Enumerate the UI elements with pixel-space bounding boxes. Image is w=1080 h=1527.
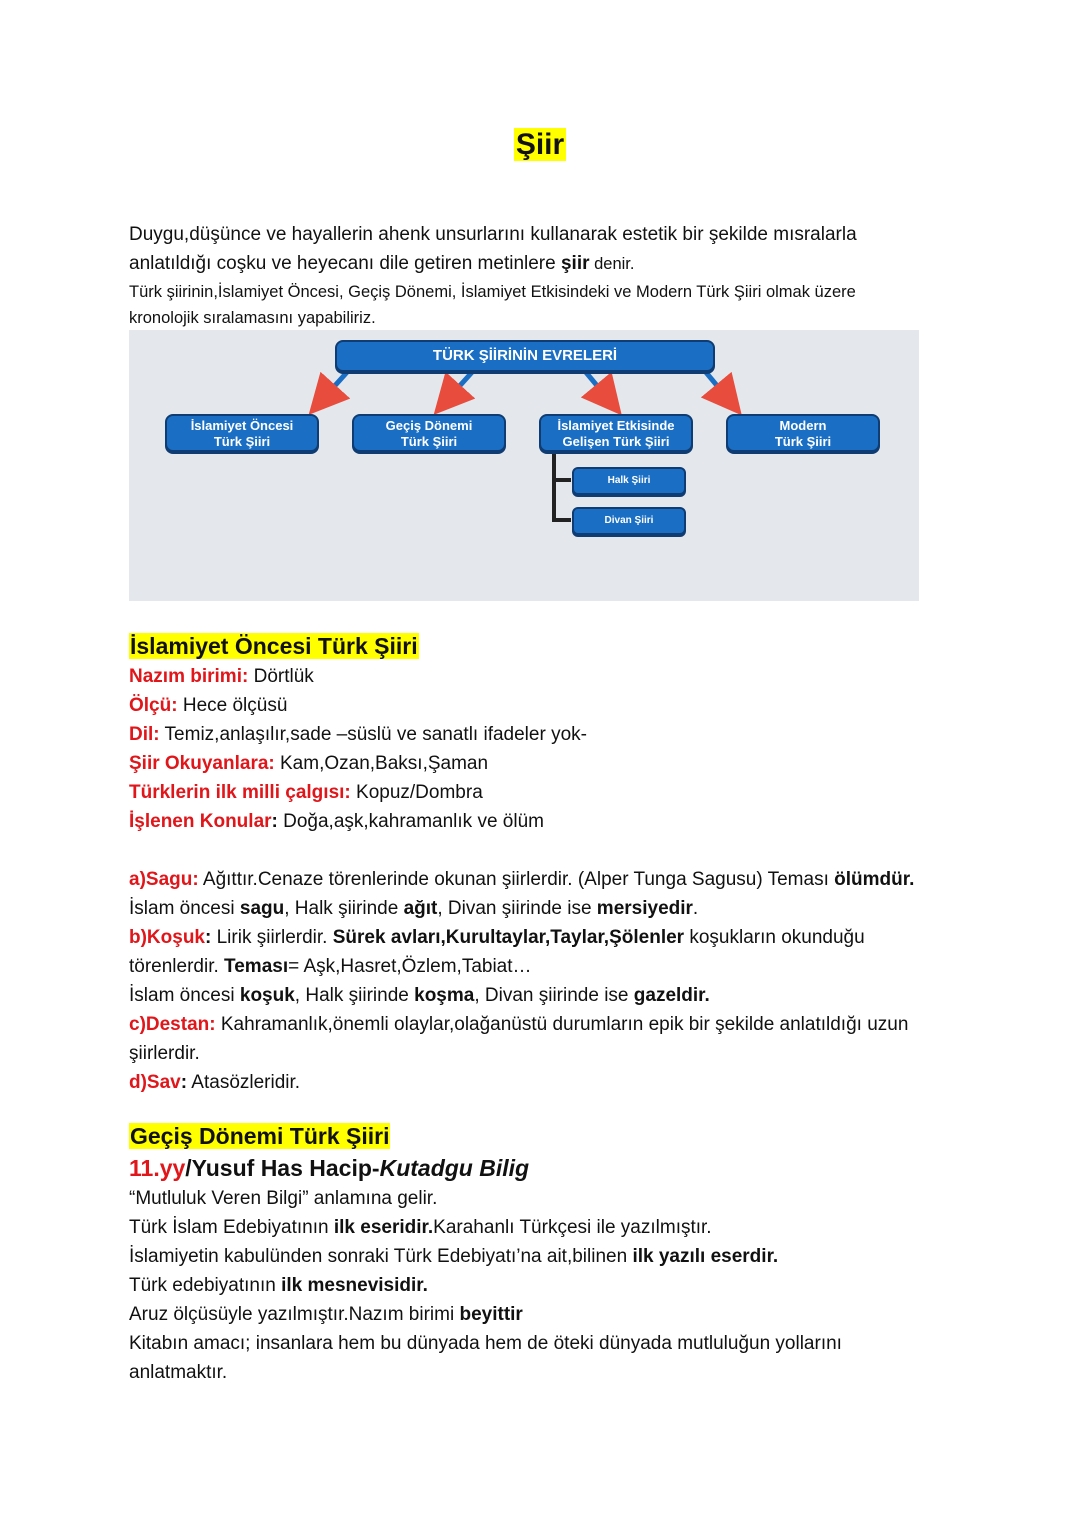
- page-title-text: Şiir: [515, 128, 565, 161]
- intro-text: anlatıldığı coşku ve heyecanı dile getiren metinlere: [129, 253, 561, 274]
- desc-text: Karahanlı Türkçesi ile yazılmıştır.: [433, 1217, 712, 1238]
- desc-bold: beyittir: [459, 1304, 523, 1325]
- box-gecis-donemi: [352, 414, 506, 452]
- work-description: [129, 1184, 959, 1387]
- box-line: Gelişen Türk Şiiri: [562, 434, 670, 449]
- section-heading: [129, 1120, 959, 1152]
- desc-bold: ilk yazılı eserdir.: [632, 1246, 779, 1267]
- desc-text: Türk İslam Edebiyatının: [129, 1217, 334, 1238]
- type-text: , Halk şiirinde: [284, 898, 404, 919]
- sagu-line-1: [129, 865, 959, 894]
- arrow-3: [584, 370, 609, 400]
- property-value: Doğa,aşk,kahramanlık ve ölüm: [277, 811, 544, 832]
- intro-line-3: Türk şiirinin,İslamiyet Öncesi, Geçiş Dönemi, İslamiyet Etkisindeki ve Modern Türk Şiiri olmak üzere: [129, 283, 856, 301]
- properties-list: [129, 662, 959, 836]
- section-gecis-donemi: [129, 1120, 959, 1387]
- type-bold: ağıt: [403, 898, 438, 919]
- diagram-title-box: TÜRK ŞİİRİNİN EVRELERİ: [335, 340, 715, 372]
- type-text: .: [692, 898, 699, 919]
- property-value: Kam,Ozan,Baksı,Şaman: [274, 753, 489, 774]
- property-row: [129, 778, 959, 807]
- type-label: c)Destan:: [129, 1014, 216, 1035]
- desc-line-5: [129, 1300, 959, 1329]
- box-islamiyet-etkisinde: [539, 414, 693, 452]
- desc-text: İslamiyetin kabulünden sonraki Türk Edebiyatı’na ait,bilinen: [129, 1246, 633, 1267]
- section-heading-text: İslamiyet Öncesi Türk Şiiri: [130, 633, 418, 659]
- box-halk-siiri: Halk Şiiri: [572, 467, 686, 495]
- box-line: Türk Şiiri: [774, 434, 832, 449]
- intro-bold: şiir: [560, 253, 590, 274]
- author-label: /Yusuf Has Hacip-: [185, 1155, 380, 1181]
- work-title: Kutadgu Bilig: [379, 1155, 530, 1181]
- page-title: [0, 128, 1080, 162]
- type-label: d)Sav: [129, 1072, 181, 1093]
- work-heading: [129, 1152, 959, 1184]
- box-line: Geçiş Dönemi: [385, 418, 473, 433]
- property-value: Temiz,anlaşılır,sade –süslü ve sanatlı ifadeler yok-: [159, 724, 587, 745]
- type-label: a)Sagu:: [129, 869, 199, 890]
- intro-line-2: [129, 249, 959, 279]
- box-modern: [726, 414, 880, 452]
- desc-line-6: Kitabın amacı; insanlara hem bu dünyada hem de öteki dünyada mutluluğun yollarını: [129, 1333, 842, 1354]
- intro-paragraph: [129, 220, 959, 331]
- type-text: törenlerdir.: [129, 956, 225, 977]
- type-bold: koşma: [414, 985, 475, 1006]
- type-text: , Divan şiirinde ise: [474, 985, 634, 1006]
- property-row: [129, 807, 959, 836]
- box-line: Modern: [779, 418, 827, 433]
- type-text: Kahramanlık,önemli olaylar,olağanüstü durumların epik bir şekilde anlatıldığı uzun: [215, 1014, 909, 1035]
- intro-line-4: kronolojik sıralamasını yapabiliriz.: [129, 309, 376, 327]
- kosuk-line-3: [129, 981, 959, 1010]
- arrow-1: [322, 370, 349, 400]
- type-colon: :: [180, 1072, 188, 1093]
- property-row: [129, 720, 959, 749]
- branch-line: [554, 452, 571, 520]
- type-colon: :: [205, 927, 212, 948]
- century-label: 11.yy: [129, 1155, 186, 1181]
- type-text: Ağıttır.Cenaze törenlerinde okunan şiirlerdir. (Alper Tunga Sagusu) Teması: [198, 869, 835, 890]
- destan-line-1: [129, 1010, 959, 1039]
- destan-line-2: şiirlerdir.: [129, 1043, 200, 1064]
- property-value: Kopuz/Dombra: [350, 782, 483, 803]
- box-islamiyet-oncesi: [165, 414, 319, 452]
- section-heading-text: Geçiş Dönemi Türk Şiiri: [130, 1123, 390, 1149]
- type-bold: koşuk: [239, 985, 295, 1006]
- intro-text: denir.: [589, 255, 635, 273]
- desc-line-3: [129, 1242, 959, 1271]
- property-value: Hece ölçüsü: [177, 695, 288, 716]
- box-line: İslamiyet Etkisinde: [557, 418, 675, 433]
- property-row: [129, 691, 959, 720]
- property-row: [129, 662, 959, 691]
- property-colon: :: [271, 811, 278, 832]
- type-text: = Aşk,Hasret,Özlem,Tabiat…: [288, 956, 532, 977]
- type-text: Atasözleridir.: [187, 1072, 301, 1093]
- type-bold: mersiyedir: [596, 898, 693, 919]
- desc-line-1: “Mutluluk Veren Bilgi” anlamına gelir.: [129, 1188, 438, 1209]
- type-bold: gazeldir.: [633, 985, 710, 1006]
- sav-line: [129, 1068, 959, 1097]
- box-divan-siiri: Divan Şiiri: [572, 507, 686, 535]
- property-label: İşlenen Konular: [129, 811, 272, 832]
- type-text: İslam öncesi: [129, 898, 240, 919]
- box-line: Türk Şiiri: [213, 434, 271, 449]
- section-islamiyet-oncesi: [129, 630, 959, 1097]
- property-row: [129, 749, 959, 778]
- type-bold: sagu: [239, 898, 285, 919]
- property-label: Şiir Okuyanlara:: [129, 753, 275, 774]
- arrow-2: [447, 370, 474, 400]
- type-bold: Teması: [224, 956, 289, 977]
- types-list: [129, 865, 959, 1097]
- desc-bold: ilk eseridir.: [333, 1217, 434, 1238]
- type-text: , Divan şiirinde ise: [437, 898, 597, 919]
- property-label: Ölçü:: [129, 695, 178, 716]
- type-label: b)Koşuk: [129, 927, 205, 948]
- property-label: Dil:: [129, 724, 160, 745]
- box-line: İslamiyet Öncesi: [190, 418, 294, 433]
- property-label: Nazım birimi:: [129, 666, 249, 687]
- desc-text: Aruz ölçüsüyle yazılmıştır.Nazım birimi: [129, 1304, 460, 1325]
- desc-text: Türk edebiyatının: [129, 1275, 282, 1296]
- phases-diagram: [129, 330, 919, 601]
- box-line: Türk Şiiri: [400, 434, 458, 449]
- kosuk-line-1: [129, 923, 959, 952]
- property-label: Türklerin ilk milli çalgısı:: [129, 782, 351, 803]
- section-heading: [129, 630, 959, 662]
- intro-line-1: Duygu,düşünce ve hayallerin ahenk unsurlarını kullanarak estetik bir şekilde mısralarla: [129, 224, 857, 245]
- desc-line-4: [129, 1271, 959, 1300]
- desc-bold: ilk mesnevisidir.: [281, 1275, 428, 1296]
- desc-line-7: anlatmaktır.: [129, 1362, 228, 1383]
- desc-line-2: [129, 1213, 959, 1242]
- type-text: koşukların okunduğu: [684, 927, 865, 948]
- type-bold: ölümdür.: [834, 869, 915, 890]
- sagu-line-2: [129, 894, 959, 923]
- property-value: Dörtlük: [248, 666, 314, 687]
- type-text: , Halk şiirinde: [294, 985, 415, 1006]
- type-text: Lirik şiirlerdir.: [211, 927, 333, 948]
- kosuk-line-2: [129, 952, 959, 981]
- arrow-4: [704, 370, 729, 400]
- type-text: İslam öncesi: [129, 985, 240, 1006]
- type-bold: Sürek avları,Kurultaylar,Taylar,Şölenler: [332, 927, 685, 948]
